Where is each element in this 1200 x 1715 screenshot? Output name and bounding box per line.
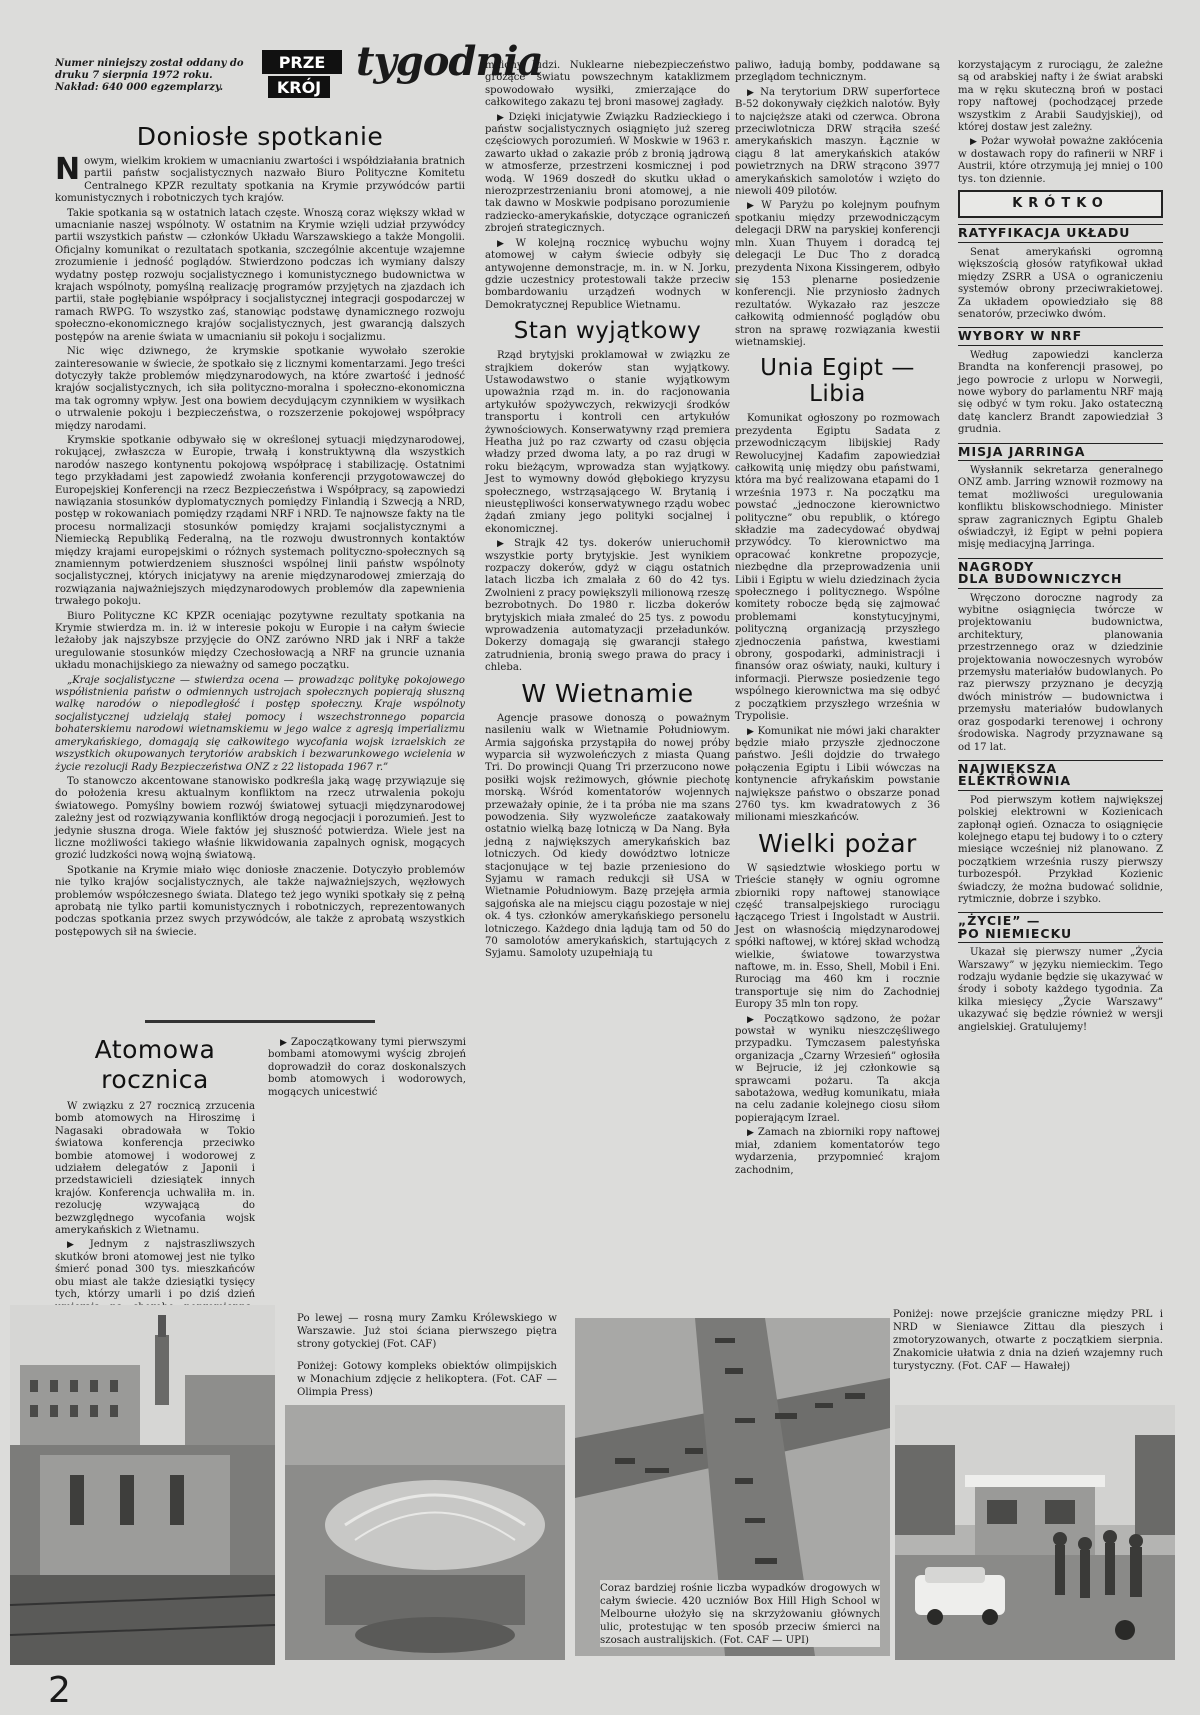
article-paragraph: Jednym z najstraszliwszych skutków broni atomowej jest nie tylko śmierć ponad 300 tys. mieszkańców obu miast ale także dziesiątki tysięcy tych, którzy umarli i po dziś dzień xyxy=(55,1239,256,1301)
news-text: Ukazał się pierwszy numer „Życia Warszawy” w języku niemieckim. Tego rodzaju wydanie będzie się ukazywać w środy i soboty każdego tygodnia. Za kilka miesięcy „Życie Warszawy” ukazywać się będzie również w wersji angielskiej. Gratulujemy! xyxy=(958,947,1163,1033)
news-heading-line: „ŻYCIE” — xyxy=(958,913,1041,929)
article-title-atomowa: Atomowa rocznica xyxy=(94,1035,216,1094)
bullet-arrow-icon: ▶ xyxy=(970,137,978,148)
column-5-krotko xyxy=(958,60,1163,1280)
article-paragraph: W Paryżu po kolejnym poufnym spotkaniu między przewodniczącym delegacji DRW na paryskiej konferencji mln. Xuan Thuyem i doradcą tej delegacji Le Duc Tho z doradcą prezydenta Nixona Kissingerem, odbyło się 153 plenarne posiedzenie konferencji. Nie przyniosło żadnych rezultatów. Wykazało raz jeszcze całkowitą odmienność poglądów obu stron na sprawę rozwiązania kwestii wietnamskiej. xyxy=(735,200,940,348)
news-text: Wręczono doroczne nagrody za wybitne osiągnięcia twórcze w projektowaniu budownictwa, architektury, planowania przestrzennego oraz w dziedzinie projektowania nowoczesnych wyrobów przemysłu materiałów budowlanych. Po raz pierwszy przyznano je decyzją dwóch ministrów — budownictwa i przemysłu materiałów budowlanych oraz gospodarki terenowej i ochrony środowiska. Nagrody przyznawane są od 17 lat. xyxy=(958,592,1163,753)
article-title-doniosle: Doniosłe spotkanie xyxy=(136,122,384,151)
news-heading: RATYFIKACJA UKŁADU xyxy=(958,224,1163,242)
news-text: Senat amerykański ogromną większością głosów ratyfikował układ między ZSRR a USA o ograniczeniu systemów obrony przeciwrakietowej. Za układem opowiedziało się 88 senatorów, przeciwko dwóm. xyxy=(958,246,1163,320)
bullet-arrow-icon: ▶ xyxy=(747,726,755,737)
krotko-box: KRÓTKO xyxy=(958,190,1163,218)
article-paragraph: W związku z 27 rocznicą zrzucenia bomb atomowych na Hiroszimę i Nagasaki obradowała w Tokio światowa konferencja przeciwko bombie atomowej i wodorowej z udziałem delegatów z Japonii i przedstawicieli dziesiątek innych krajów. Konferencja uchwaliła m. in. rezolucję wzywającą do bezwzględnego wycofania wojsk amerykańskich z Wietnamu. xyxy=(55,1101,255,1237)
bullet-arrow-icon: ▶ xyxy=(747,87,758,98)
article-title-unia: Unia Egipt — Libia xyxy=(760,355,915,408)
bullet-arrow-icon: ▶ xyxy=(280,1038,289,1048)
article-quote: „Kraje socjalistyczne — stwierdza ocena — prowadząc politykę pokojowego współistnienia państw o odmiennych ustrojach społecznych popierają słuszną walkę narodów o niepodległość i postęp społeczny. Kraje wspólnoty socjalistycznej udzielają stałej pomocy i wszechstronnego poparcia bohaterskiemu narodowi wietnamskiemu w jego walce z agresją imperializmu amerykańskiego, domagają się całkowitego wycofania wojsk izraelskich ze wszystkich okupowanych terytoriów arabskich i bezwarunkowego wcielenia w życie rezolucji Rady Bezpieczeństwa ONZ z 22 listopada 1967 r.” xyxy=(55,674,465,773)
column-atomowa-left xyxy=(55,1035,256,1301)
news-heading-line: ELEKTROWNIA xyxy=(958,773,1072,789)
article-paragraph: Nic więc dziwnego, że krymskie spotkanie wywołało szerokie zainteresowanie w świecie, że spotkało się z licznymi komentarzami. Jego treści dotyczyły także problemów międzynarodowych, na które zwartość i jedność krajów socjalistycznych, ich siła polityczno-moralna i społeczno-ekonomiczna ma tak ogromny wpływ. Jest ona bowiem decydującym czynnikiem w wysiłkach o utrwalenie pokoju i bezpieczeństwa, o rozszerzenie pokojowej współpracy między narodami. xyxy=(55,346,465,432)
article-paragraph: Biuro Polityczne KC KPZR oceniając pozytywne rezultaty spotkania na Krymie stwierdza m. in. iż w interesie pokoju w Europie i na całym świecie leżałoby jak najszybsze przyjęcie do ONZ zarówno NRD jak i NRF a także uregulowanie stosunków między Czechosłowacją a NRF na gruncie uznania układu monachijskiego za nieważny od samego początku. xyxy=(55,610,465,672)
article-paragraph: Strajk 42 tys. dokerów unieruchomił wszystkie porty brytyjskie. Jest wynikiem rozpaczy dokerów, gdyż w ciągu ostatnich latach liczba ich zmalała z 60 do 42 tys. Zwolnieni z pracy powiększyli milionową rzeszę bezrobotnych. Do 1980 r. liczba dokerów brytyjskich miała zmaleć do 25 tys. z powodu wprowadzenia automatyzacji przeładunków. Dokerzy domagają się gwarancji stałego zatrudnienia, bronią swego prawa do pracy i chleba. xyxy=(485,538,731,674)
caption-border-crossing: Poniżej: nowe przejście graniczne między PRL i NRD w Sieniawce Zittau dla pieszych i zmotoryzowanych, otwarte z początkiem sierpnia. Znakomicie ułatwia z dnia na dzień wzajemny ruch turystyczny. (Fot. CAF — Hawałej) xyxy=(893,1309,1163,1372)
article-paragraph: Krymskie spotkanie odbywało się w określonej sytuacji międzynarodowej, rokującej, zwłaszcza w Europie, trwałą i konstruktywną dla wszystkich narodów naszego kontynentu pokojową współpracę i stabilizację. Ostatnimi tego przykładami jest zapowiedź zwołania konferencji przygotowawczej do Europejskiej Konferencji na rzecz Bezpieczeństwa i Współpracy, są zapowiedzi nawiązania stosunków dyplomatycznych pomiędzy Finlandią i Szwecją a NRD, postęp w rokowaniach pomiędzy rządami NRF i NRD. Te najnowsze fakty na tle procesu normalizacji stosunków pomiędzy krajami socjalistycznymi a Niemiecką Republiką Federalną, na tle rozwoju dwustronnych kontaktów między krajami europejskimi o różnych systemach polityczno-społecznych są znamiennym potwierdzeniem słuszności wspólnej linii państw wspólnoty socjalistycznej, których inicjatywy na arenie międzynarodowej zmierzają do rozwiązania najważniejszych międzynarodowych problemów dla zapewnienia trwałego pokoju. xyxy=(55,434,465,608)
page-number: 2 xyxy=(48,1670,71,1711)
article-paragraph: Rząd brytyjski proklamował w związku ze strajkiem dokerów stan wyjątkowy. Ustawodawstwo o stanie wyjątkowym upoważnia rząd m. in. do racjonowania artykułów spożywczych, rekwizycji środków transportu i kontroli cen artykułów żywnościowych. Konserwatywny rząd premiera Heatha już po raz czwarty od czasu objęcia władzy przed dwoma laty, a po raz drugi w roku bieżącym, wprowadza stan wyjątkowy. Jest to wymowny dowód głębokiego kryzysu społecznego, wstrząsającego W. Brytanią i nieustępliwości konserwatywnego rządu wobec żądań zmiany jego polityki socjalnej i ekonomicznej. xyxy=(485,350,730,535)
article-paragraph: Komunikat ogłoszony po rozmowach prezydenta Egiptu Sadata z przewodniczącym libijskiej Rady Rewolucyjnej Kadafim zapowiedział całkowitą unię między obu państwami, która ma być realizowana etapami do 1 września 1973 r. Na początku ma powstać „jednoczone kierownictwo polityczne” obu republik, o którego składzie ma zadecydować obydwaj przywódcy. To kierownictwo ma opracować konkretne propozycje, niezbędne dla przeprowadzenia unii Libii i Egiptu w wielu dziedzinach życia społecznego i politycznego. Wspólne komitety robocze będą się zajmować problemami konstytucyjnymi, polityczną organizacją przyszłego zjednoczenia państwa, kwestiami obrony, gospodarki, administracji i finansów oraz oświaty, nauki, kultury i informacji. Pierwsze posiedzenie tego wspólnego kierownictwa ma się odbyć z początkiem przyszłego września w Trypolisie. xyxy=(735,413,940,723)
photo-castle-construction xyxy=(10,1305,275,1665)
column-3 xyxy=(485,60,730,1280)
article-title-stan: Stan wyjątkowy xyxy=(513,318,702,345)
tygodnia-wordmark: tygodnia xyxy=(356,38,543,85)
news-heading-line: DLA BUDOWNICZYCH xyxy=(958,571,1123,587)
article-paragraph: Spotkanie na Krymie miało więc doniosłe znaczenie. Dotyczyło problemów nie tylko krajów socjalistycznych, ale także najważniejszych, węzłowych problemów współczesnego świata. Dlatego też jego wyniki spotkały się z pełną aprobatą nie tylko partii komunistycznych i robotniczych, reprezentowanych podczas spotkania przez swych przywódców, ale także z aprobatą wszystkich postępowych sił na świecie. xyxy=(55,864,465,938)
news-heading-line: PO NIEMIECKU xyxy=(958,925,1073,941)
caption-castle: Po lewej — rosną mury Zamku Królewskiego w Warszawie. Już stoi ściana pierwszego piętra strony gotyckiej (Fot. CAF) xyxy=(297,1313,557,1350)
photo-munich-olympic xyxy=(285,1405,565,1660)
bullet-arrow-icon: ▶ xyxy=(497,112,506,123)
column-4 xyxy=(735,60,940,1280)
article-paragraph: miliony ludzi. Nuklearne niebezpieczeństwo grożące światu powszechnym kataklizmem spowodowało wysiłki, zmierzające do całkowitego zakazu tej broni masowej zagłady. xyxy=(485,60,730,109)
bullet-arrow-icon: ▶ xyxy=(497,238,513,249)
article-paragraph: Zamach na zbiorniki ropy naftowej miał, zdaniem komentatorów tego wydarzenia, przypomnieć krajom zachodnim, xyxy=(735,1127,940,1176)
article-paragraph: Takie spotkania są w ostatnich latach częste. Wnoszą coraz większy wkład w umacnianie naszej wspólnoty. W ostatnim na Krymie wzięli udział przywódcy partii wszystkich państw — członków Układu Warszawskiego a także Mongolii. Oficjalny komunikat o rezultatach spotkania, szczególnie akcentuje wzajemne zrozumienie i jedność poglądów. Stwierdzono podczas ich wymiany dalszy wydatny postęp rozwoju socjalistycznego i komunistycznego budownictwa w krajach wspólnoty, pomyślną realizację programów przyjętych na zjazdach ich partii, stałe pogłębianie współpracy i socjalistycznej integracji gospodarczej w ramach RWPG. To wszystko zaś, stanowiąc podstawę dynamicznego rozwoju społeczno-ekonomicznego krajów socjalistycznych, jest gwarancją dalszych postępów na arenie świata w umacnianiu sił pokoju i socjalizmu. xyxy=(55,207,465,343)
article-title-pozar: Wielki pożar xyxy=(758,828,917,858)
article-paragraph: Na terytorium DRW superfortece B-52 dokonywały ciężkich nalotów. Były to najcięższe ataki od czerwca. Obrona przeciwlotnicza DRW strąciła sześć amerykańskich maszyn. Łącznie w ciągu 8 lat amerykańskich ataków powietrznych na DRW strącono 3977 amerykańskich samolotów i wzięto do niewoli 409 pilotów. xyxy=(735,86,941,198)
article-paragraph: W sąsiedztwie włoskiego portu w Trieście stanęły w ogniu ogromne zbiorniki ropy naftowej stanowiące część transalpejskiego rurociągu łączącego Triest i Ingolstadt w Austrii. Jest on własnością międzynarodowej spółki naftowej, w której skład wchodzą wielkie, światowe towarzystwa naftowe, m. in. Esso, Shell, Mobil i Eni. Rurociąg ma 460 km i rocznie transportuje się nim do Zachodniej Europy 35 mln ton ropy. xyxy=(735,862,940,1011)
article-paragraph: Pożar wywołał poważne zakłócenia w dostawach ropy do rafinerii w NRF i Austrii, które otrzymują jej mniej o 100 tys. ton dziennie. xyxy=(958,136,1164,185)
column-atomowa-right xyxy=(268,1035,466,1285)
column-1 xyxy=(55,118,465,1028)
news-text: Pod pierwszym kotłem największej polskiej elektrowni w Kozienicach zapłonął ogień. Oznacza to osiągnięcie kolejnego etapu tej budowy i to o cztery miesiące wcześniej niż planowano. Z początkiem września ruszy pierwszy turbozespół. Przykład Kozienic świadczy, że można budować solidnie, rytmicznie, dobrze i szybko. xyxy=(958,794,1163,905)
news-text: Według zapowiedzi kanclerza Brandta na konferencji prasowej, po jego powrocie z urlopu w Norwegii, nowe wybory do parlamentu NRF mają się odbyć w tym roku. Jako ostateczną datę kanclerz Brandt zapowiedział 3 grudnia. xyxy=(958,349,1163,436)
bullet-arrow-icon: ▶ xyxy=(747,1128,755,1139)
article-paragraph: Komunikat nie mówi jaki charakter będzie miało przyszłe zjednoczone państwo. Jeśli dojdzie do trwałego połączenia Egiptu i Libii wówczas na kontynencie afrykańskim powstanie największe państwo o obszarze ponad 2760 tys. km kwadratowych z 36 milionami mieszkańców. xyxy=(735,725,940,824)
przekroj-logo xyxy=(262,50,342,98)
news-heading-line: NAJWIĘKSZA xyxy=(958,760,1058,776)
drop-cap: N xyxy=(55,152,81,187)
news-heading: WYBORY W NRF xyxy=(958,327,1163,345)
article-paragraph: Dzięki inicjatywie Związku Radzieckiego i państw socjalistycznych osiągnięto już szereg częściowych porozumień. W Moskwie w 1963 r. zawarto układ o zakazie prób z bronią jądrową w atmosferze, przestrzeni kosmicznej i pod wodą. W 1969 doszedł do skutku układ o nierozprzestrzenianiu broni atomowej, a nie tak dawno w Moskwie podpisano porozumienie radziecko-amerykańskie, dotyczące ograniczeń zbrojeń strategicznych. xyxy=(485,111,730,235)
article-paragraph: paliwo, ładują bomby, poddawane są przeglądom technicznym. xyxy=(735,60,940,84)
article-paragraph: W kolejną rocznicę wybuchu wojny atomowej w całym świecie odbyły się antywojenne demonstracje, m. in. w N. Jorku, gdzie uczestnicy protestowali także przeciw bombardowaniu urządzeń wodnych w Demokratycznej Republice Wietnamu. xyxy=(485,237,730,311)
caption-munich: Poniżej: Gotowy kompleks obiektów olimpijskich w Monachium zdjęcie z helikoptera. (Fot. CAF — Olimpia Press) xyxy=(297,1361,557,1398)
news-heading xyxy=(958,558,1163,589)
caption-melbourne: Coraz bardziej rośnie liczba wypadków drogowych w całym świecie. 420 uczniów Box Hill High School w Melbourne ułożyło się na skrzyżowaniu głównych ulic, protestując w ten sposób przeciw śmierci na szosach australijskich. (Fot. CAF — UPI) xyxy=(600,1580,880,1647)
article-paragraph: korzystającym z rurociągu, że zależne są od arabskiej nafty i że świat arabski ma w ręku skuteczną broń w postaci ropy naftowej (pochodzącej przede wszystkim z Arabii Saudyjskiej), od której dostaw jest zależny. xyxy=(958,60,1163,134)
article-paragraph: owym, wielkim krokiem w umacnianiu zwartości i współdziałania bratnich partii państw socjalistycznych nazwało Biuro Polityczne Komitetu Centralnego KPZR rezultaty spotkania na Krymie przywódców partii komunistycznych i robotniczych tych krajów. xyxy=(55,156,465,205)
section-divider xyxy=(145,1020,375,1023)
article-paragraph: Agencje prasowe donoszą o poważnym nasileniu walk w Wietnamie Południowym. Armia sajgońska przystąpiła do nowej próby wyparcia sił wyzwoleńczych z miasta Quang Tri. Do prowincji Quang Tri przerzucono nowe posiłki wojsk reżimowych, głównie piechotę morską. Wśród komentatorów wojennych przeważały opinie, że i ta próba nie ma szans powodzenia. Siły wyzwoleńcze zaatakowały ostatnio wielką bazę lotniczą w Da Nang. Była jedną z największych amerykańskich baz lotniczych. Od kiedy dowództwo lotnicze stacjonujące w tej bazie przeniesiono do Syjamu w ramach redukcji sił USA w Wietnamie Południowym. Bazę przejęła armia sajgońska ale na miejscu ciągu pozostaje w niej ok. 4 tys. członków amerykańskiego personelu lotniczego. Każdego dnia lądują tam od 50 do 70 samolotów amerykańskich, startujących z Syjamu. Samoloty uzupełniają tu xyxy=(485,712,730,960)
bullet-arrow-icon: ▶ xyxy=(67,1240,87,1251)
article-paragraph: Początkowo sądzono, że pożar powstał w wyniku nieszczęśliwego przypadku. Tymczasem palestyńska organizacja „Czarny Wrzesień” ogłosiła w Bejrucie, iż jej członkowie są sprawcami pożaru. Ta akcja sabotażowa, według komunikatu, miała na celu zadanie kolejnego ciosu siłom popierającym Izrael. xyxy=(735,1013,941,1124)
article-title-wietnam: W Wietnamie xyxy=(521,678,694,708)
news-heading-line: NAGRODY xyxy=(958,558,1035,574)
photo-border-crossing xyxy=(895,1405,1175,1660)
bullet-arrow-icon: ▶ xyxy=(747,201,759,212)
news-text: Wysłannik sekretarza generalnego ONZ amb. Jarring wznowił rozmowy na temat możliwości uregulowania konfliktu bliskowschodniego. Minister spraw zagranicznych Egiptu Ghaleb oświadczył, iż Egipt w pełni popiera misję mediacyjną Jarringa. xyxy=(958,464,1163,551)
news-heading xyxy=(958,912,1163,943)
news-heading xyxy=(958,760,1163,791)
imprint-note: Numer niniejszy został oddany do druku 7 sierpnia 1972 roku. Nakład: 640 000 egzemplarzy. xyxy=(55,58,244,93)
bullet-arrow-icon: ▶ xyxy=(497,539,512,550)
article-paragraph: To stanowczo akcentowane stanowisko podkreśla jaką wagę przywiązuje się do położenia kresu aktualnym konfliktom na rzecz utrwalenia pokoju światowego. Pomyślny bowiem rozwój światowej sytuacji międzynarodowej zależny jest od rozwiązywania konfliktów drogą negocjacji i porozumień. Jest to jedynie słuszna droga. Wiele faktów jej słuszność potwierdza. Wiele jest na liczne możliwości takiego właśnie likwidowania zapalnych ognisk, mogących grozić ludzkości nową wojną światową. xyxy=(55,775,465,862)
svg-text:PRZE: PRZE xyxy=(278,53,326,72)
bullet-arrow-icon: ▶ xyxy=(747,1014,761,1025)
svg-text:KRÓJ: KRÓJ xyxy=(276,78,322,97)
news-heading: MISJA JARRINGA xyxy=(958,443,1163,461)
article-paragraph: Zapoczątkowany tymi pierwszymi bombami atomowymi wyścig zbrojeń doprowadził do coraz doskonalszych bomb atomowych i wodorowych, mogących unicestwić xyxy=(268,1037,467,1098)
